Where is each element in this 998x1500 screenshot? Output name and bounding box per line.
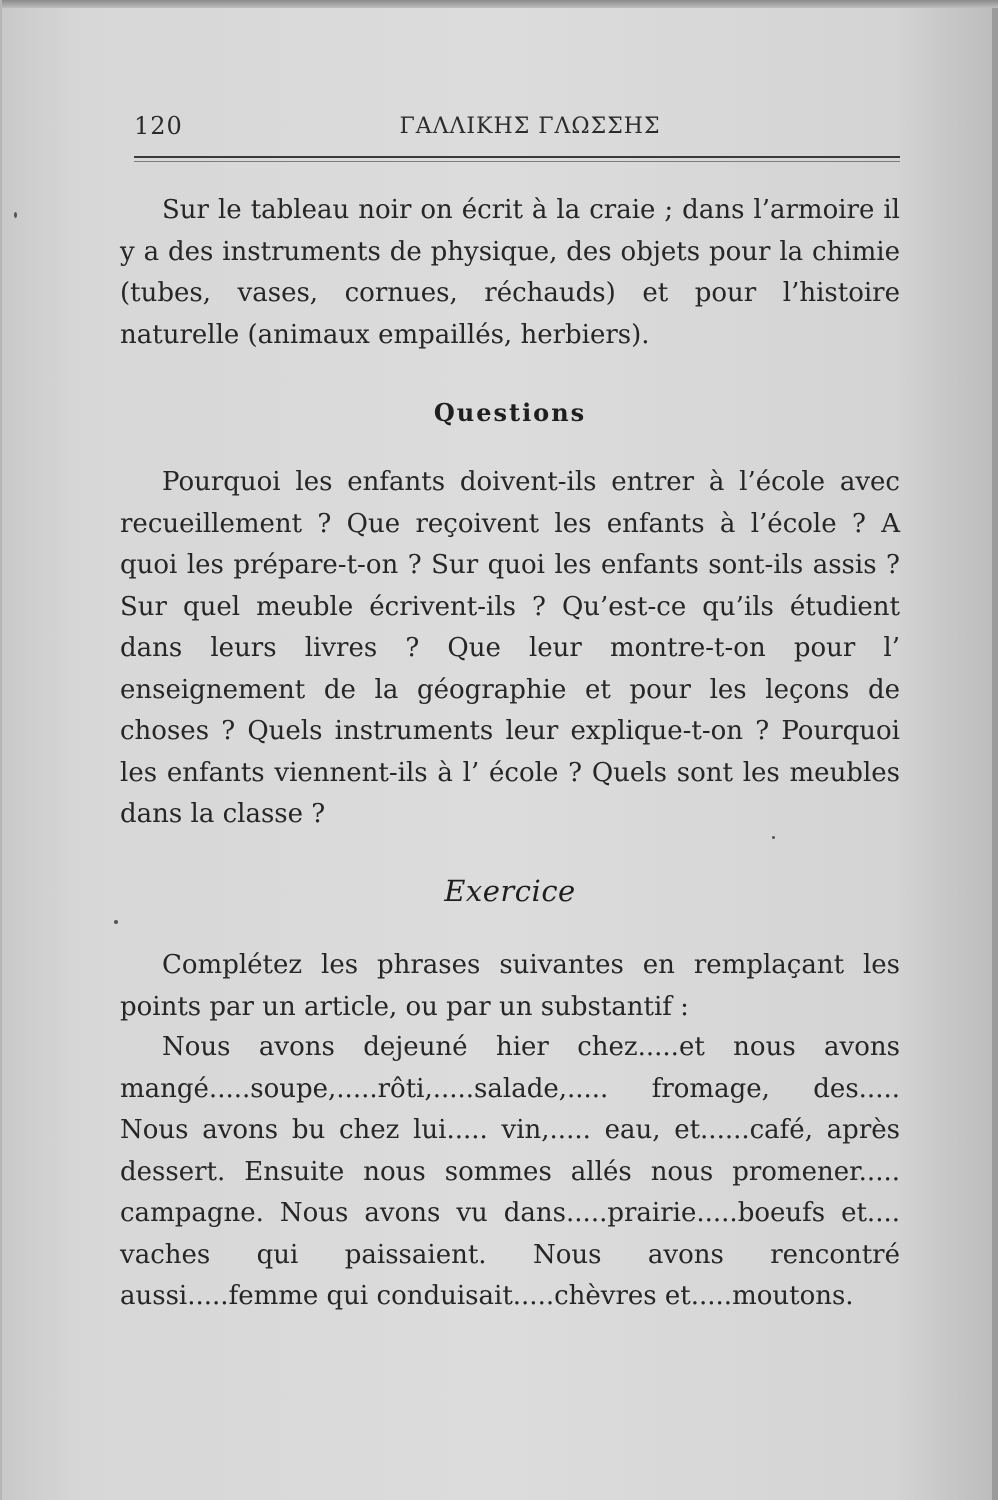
questions-heading: Questions <box>433 398 587 427</box>
exercise-heading: Exercice <box>444 874 576 908</box>
paper-speck <box>772 836 775 839</box>
exercise-instruction <box>120 945 900 1028</box>
running-title: ΓΑΛΛΙΚΗΣ ΓΛΩΣΣΗΣ <box>399 114 661 139</box>
page-header <box>132 112 902 152</box>
paragraph-text: Nous avons dejeuné hier chez.....et nous avons mangé.....soupe,.....rôti,.....salade,..... fromage, des..... Nous avons bu chez lui..... vin,..... eau, et......café, après dessert. Ensuite nous sommes allés nous promener..... campagne. Nous avons vu dans.....prairie.....boeufs et.... vaches qui paissaient. Nous avons rencontré aussi.....femme qui conduisait.....chèvres et.....moutons. <box>120 1032 900 1311</box>
header-rule-thin <box>134 161 900 162</box>
exercise-text <box>120 1027 900 1318</box>
paragraph-text: Sur le tableau noir on écrit à la craie ; dans l’armoire il y a des instruments de physique, des objets pour la chimie (tubes, vases, cornues, réchauds) et pour l’histoire naturelle (animaux empaillés, herbiers). <box>120 195 900 350</box>
intro-paragraph <box>120 190 900 356</box>
header-rule <box>134 156 900 158</box>
paragraph-text: Pourquoi les enfants doivent-ils entrer à l’école avec recueillement ? Que reçoivent les enfants à l’école ? A quoi les prépare-t-on ? Sur quoi les enfants sont-ils assis ? Sur quel meuble écrivent-ils ? Qu’est-ce qu’ils étudient dans leurs livres ? Que leur montre-t-on pour l’ enseignement de la géographie et pour les leçons de choses ? Quels instruments leur explique-t-on ? Pourquoi les enfants viennent-ils à l’ école ? Quels sont les meubles dans la classe ? <box>120 467 900 829</box>
paper-speck <box>14 212 17 218</box>
paper-speck <box>114 920 118 924</box>
questions-paragraph <box>120 462 900 836</box>
page-number: 120 <box>134 112 183 140</box>
page-top-edge <box>2 0 998 8</box>
paragraph-text: Complétez les phrases suivantes en remplaçant les points par un article, ou par un substantif : <box>120 950 900 1022</box>
